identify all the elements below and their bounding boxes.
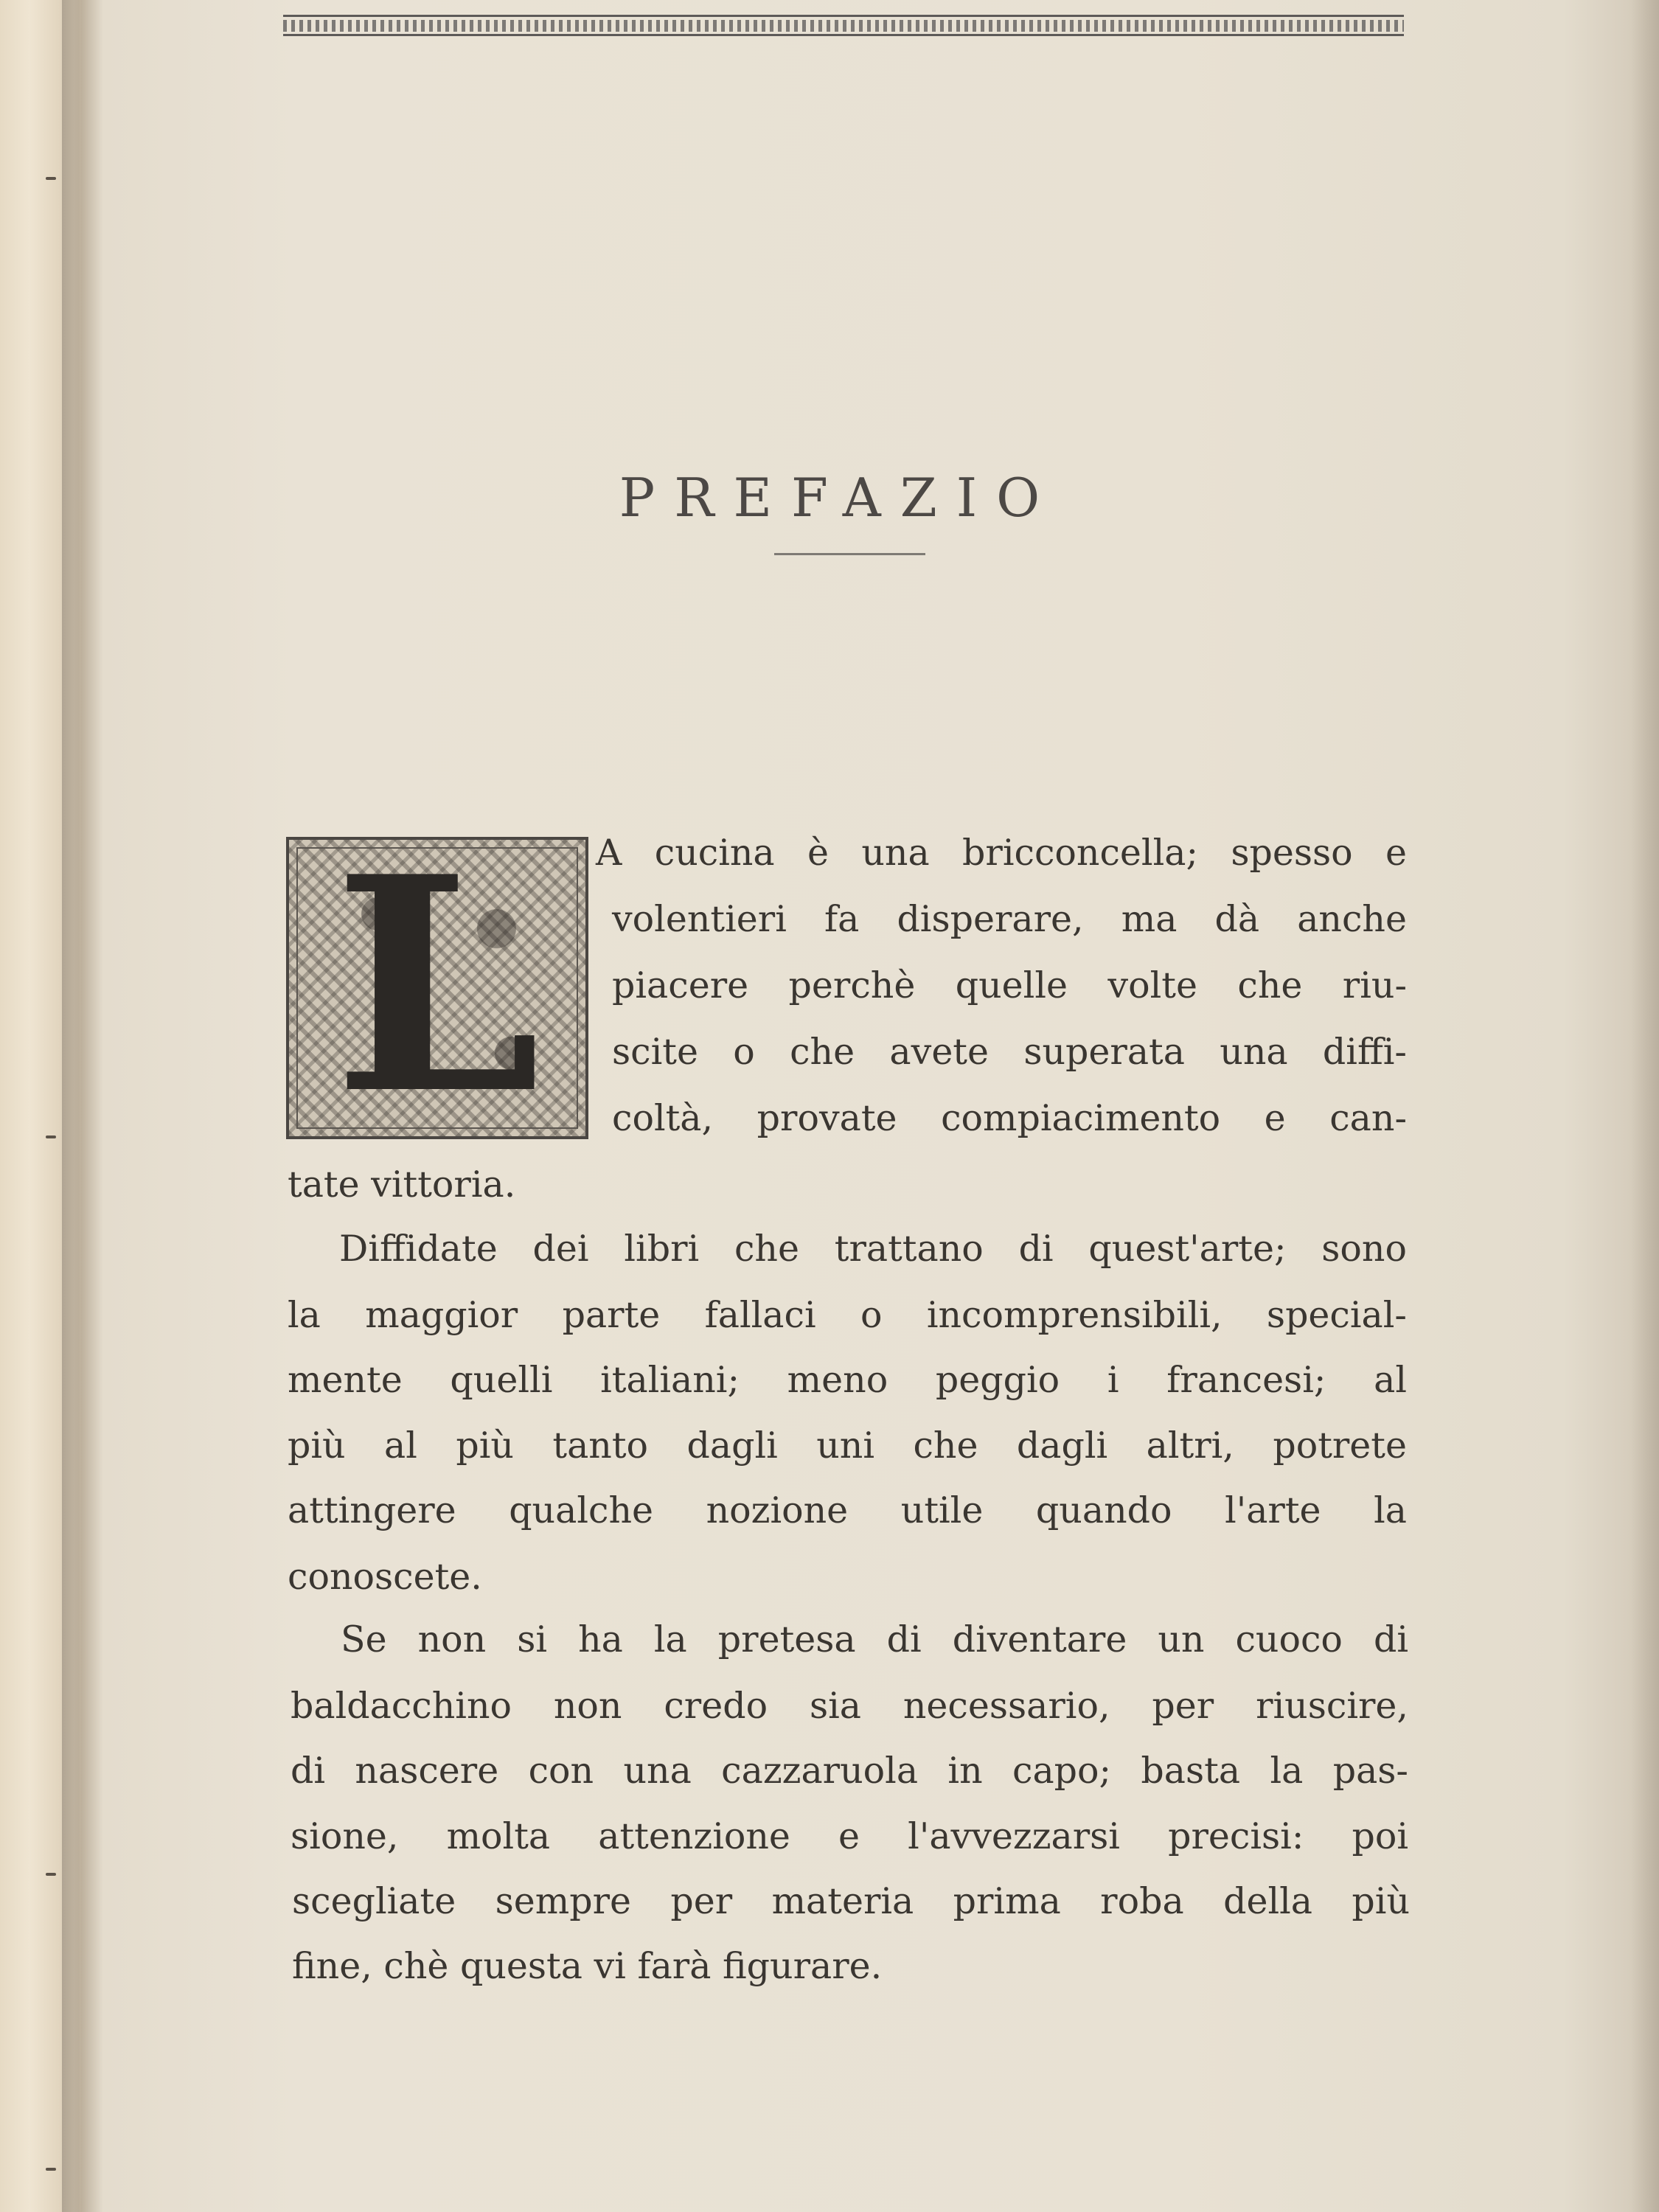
decorative-header-border [283, 15, 1404, 37]
text-line: scegliate sempre per materia prima roba della più [292, 1880, 1410, 1922]
text-line: A cucina è una bricconcella; spesso e [596, 832, 1407, 874]
text-line: volentieri fa disperare, ma dà anche [612, 898, 1407, 940]
text-line: tate vittoria. [288, 1164, 516, 1206]
text-line: la maggior parte fallaci o incomprensibili, special- [288, 1294, 1407, 1336]
text-line: Se non si ha la pretesa di diventare un cuoco di [341, 1618, 1408, 1660]
binding-thread [46, 177, 56, 180]
title-divider [774, 553, 925, 555]
text-line: Diffidate dei libri che trattano di quest'arte; sono [339, 1228, 1407, 1270]
gutter-shadow [62, 0, 80, 2212]
binding-thread [46, 2168, 56, 2171]
page-title: PREFAZIO [619, 467, 1060, 529]
dropcap-letter: L [333, 813, 541, 1159]
text-line: baldacchino non credo sia necessario, per riuscire, [291, 1685, 1408, 1727]
text-line: coltà, provate compiacimento e can- [612, 1097, 1407, 1139]
binding-thread [46, 1135, 56, 1138]
text-line: mente quelli italiani; meno peggio i francesi; al [288, 1359, 1407, 1401]
page-edge [1631, 0, 1659, 2212]
binding-thread [46, 1873, 56, 1876]
text-line: di nascere con una cazzaruola in capo; basta la pas- [291, 1750, 1408, 1792]
decorated-initial [286, 813, 588, 1159]
text-line: scite o che avete superata una diffi- [612, 1031, 1407, 1073]
text-line: sione, molta attenzione e l'avvezzarsi precisi: poi [291, 1815, 1408, 1857]
text-line: conoscete. [288, 1556, 482, 1598]
text-line: attingere qualche nozione utile quando l'arte la [288, 1489, 1407, 1531]
text-line: più al più tanto dagli uni che dagli altri, potrete [288, 1425, 1407, 1467]
text-line: fine, chè questa vi farà figurare. [292, 1945, 883, 1987]
text-line: piacere perchè quelle volte che riu- [612, 964, 1407, 1006]
